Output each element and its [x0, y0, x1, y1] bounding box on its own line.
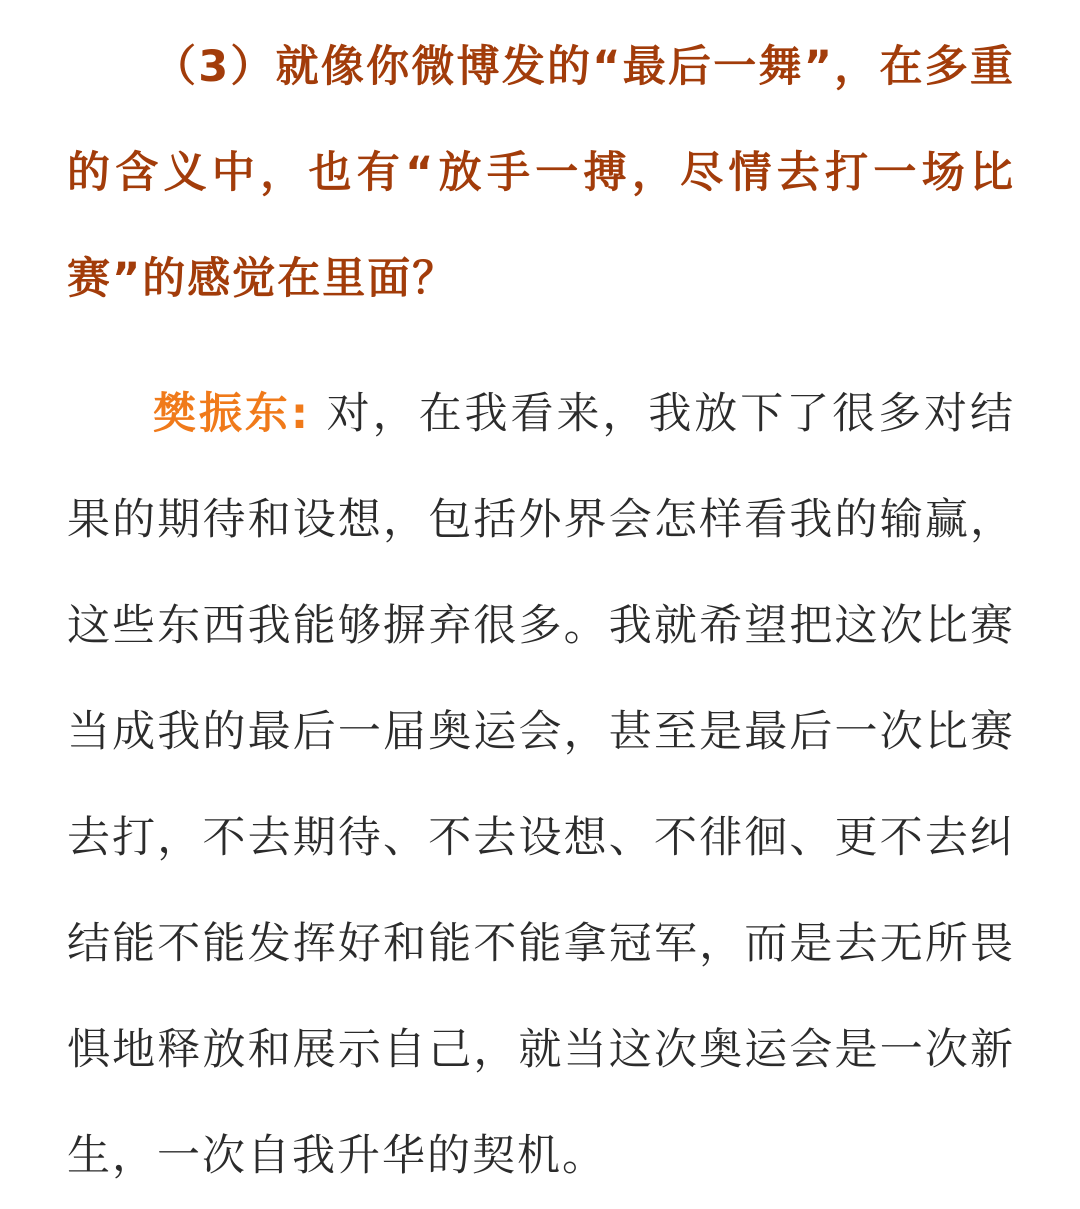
interview-question: （3）就像你微博发的“最后一舞”，在多重的含义中，也有“放手一搏，尽情去打一场比赛”的感觉在里面？: [67, 42, 1015, 304]
answer-text: 对，在我看来，我放下了很多对结果的期待和设想，包括外界会怎样看我的输赢，这些东西我能够摒弃很多。我就希望把这次比赛当成我的最后一届奥运会，甚至是最后一次比赛去打，不去期待、不去设想、不徘徊、更不去纠结能不能发挥好和能不能拿冠军，而是去无所畏惧地释放和展示自己，就当这次奥运会是一次新生，一次自我升华的契机。: [67, 389, 1016, 1181]
speaker-name: 樊振东:: [153, 389, 311, 439]
article-body: [67, 14, 1015, 1209]
interview-answer: [67, 361, 1015, 1209]
